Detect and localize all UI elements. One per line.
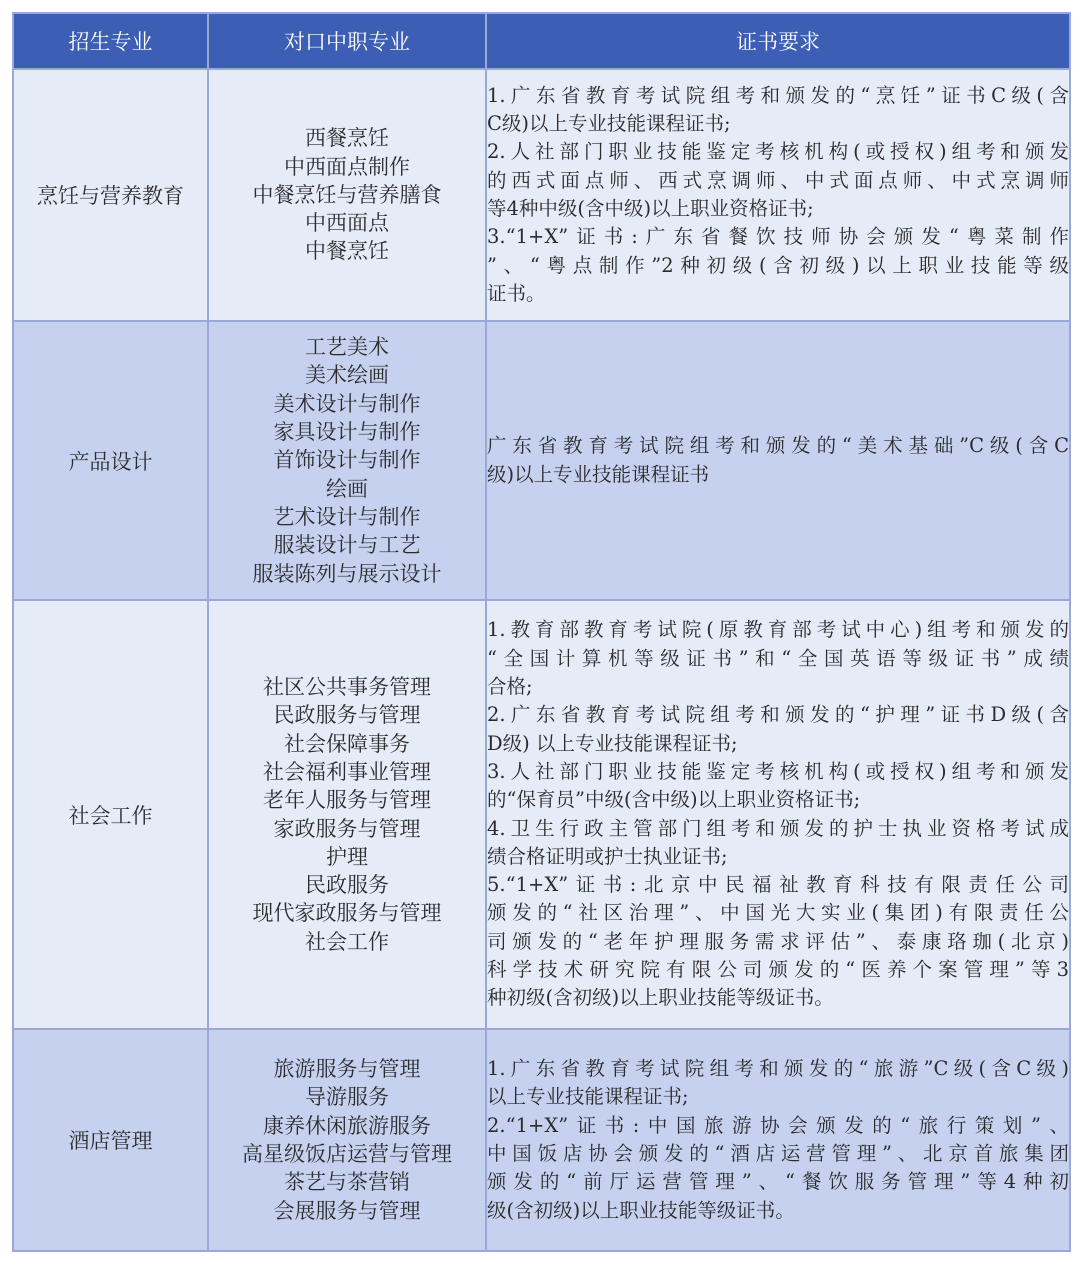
specialty-item: 美术绘画: [305, 363, 389, 388]
specialty-item: 美术设计与制作: [273, 391, 421, 416]
specialty-item: 民政服务与管理: [273, 703, 421, 728]
table-header-row: [13, 13, 1070, 69]
specialty-list: [208, 321, 486, 600]
specialty-item: 服装陈列与展示设计: [252, 561, 442, 586]
table-row: [13, 600, 1070, 1029]
specialty-list: [208, 600, 486, 1029]
specialty-item: 中西面点制作: [284, 154, 410, 179]
requirement-line: 2.“1+X”证书:中国旅游协会颁发的“旅行策划”、: [487, 1113, 1069, 1137]
requirement-line: 种初级(含初级)以上职业技能等级证书。: [487, 986, 834, 1010]
specialty-item: 导游服务: [305, 1085, 389, 1110]
admission-table: [12, 12, 1071, 1252]
requirement-line: 的“保育员”中级(含中级)以上职业资格证书;: [487, 788, 861, 812]
table-row: [13, 321, 1070, 600]
requirement-line: 4.卫生行政主管部门组考和颁发的护士执业资格考试成: [487, 816, 1069, 840]
certificate-requirements: [486, 600, 1070, 1029]
requirement-line: 司颁发的“老年护理服务需求评估”、泰康珞珈(北京): [487, 929, 1069, 953]
specialty-item: 社会工作: [305, 929, 389, 954]
requirement-line: D级) 以上专业技能课程证书;: [487, 731, 738, 755]
requirement-line: 1.广东省教育考试院组考和颁发的“旅游”C级(含C级): [487, 1057, 1069, 1081]
requirement-line: 科学技术研究院有限公司颁发的“医养个案管理”等3: [487, 957, 1069, 981]
specialty-item: 旅游服务与管理: [273, 1057, 421, 1082]
table-row: [13, 1029, 1070, 1251]
specialty-item: 现代家政服务与管理: [252, 901, 442, 926]
specialty-item: 家政服务与管理: [273, 816, 421, 841]
specialty-item: 民政服务: [305, 873, 389, 898]
requirement-line: 合格;: [487, 675, 533, 699]
requirement-line: 2.广东省教育考试院组考和颁发的“护理”证书D级(含: [487, 703, 1069, 727]
specialty-item: 中餐烹饪与营养膳食: [252, 182, 442, 207]
specialty-item: 西餐烹饪: [305, 126, 389, 151]
requirement-line: 3.人社部门职业技能鉴定考核机构(或授权)组考和颁发: [487, 759, 1069, 783]
specialty-item: 老年人服务与管理: [263, 788, 431, 813]
major-name: 产品设计: [13, 321, 208, 600]
requirement-line: 以上专业技能课程证书;: [487, 1085, 689, 1109]
specialty-item: 康养休闲旅游服务: [263, 1113, 431, 1138]
requirement-line: 级(含初级)以上职业技能等级证书。: [487, 1198, 795, 1222]
requirement-line: 级)以上专业技能课程证书: [487, 462, 710, 486]
requirement-line: 颁发的“前厅运营管理”、“餐饮服务管理”等4种初: [487, 1170, 1069, 1194]
requirement-line: 绩合格证明或护士执业证书;: [487, 844, 728, 868]
requirement-line: 1.广东省教育考试院组考和颁发的“烹饪”证书C级(含: [487, 83, 1069, 107]
header-major: 招生专业: [13, 13, 208, 69]
requirement-line: 等4种中级(含中级)以上职业资格证书;: [487, 197, 814, 220]
requirement-line: 2.人社部门职业技能鉴定考核机构(或授权)组考和颁发: [487, 140, 1069, 164]
specialty-list: [208, 1029, 486, 1251]
specialty-item: 社会福利事业管理: [263, 759, 431, 784]
requirement-line: “全国计算机等级证书”和“全国英语等级证书”成绩: [487, 646, 1069, 670]
requirement-line: 中国饭店协会颁发的“酒店运营管理”、北京首旅集团: [487, 1142, 1069, 1165]
requirement-line: 3.“1+X”证书:广东省餐饮技师协会颁发“粤菜制作: [487, 225, 1069, 249]
specialty-item: 中餐烹饪: [305, 239, 389, 264]
certificate-requirements: [486, 321, 1070, 600]
header-requirements: 证书要求: [486, 13, 1070, 69]
requirement-line: 证书。: [487, 281, 546, 305]
requirement-line: ”、“粤点制作”2种初级(含初级)以上职业技能等级: [487, 253, 1069, 277]
major-name: 酒店管理: [13, 1029, 208, 1251]
specialty-item: 艺术设计与制作: [273, 504, 421, 529]
requirement-line: 的西式面点师、西式烹调师、中式面点师、中式烹调师: [487, 168, 1069, 192]
specialty-item: 社区公共事务管理: [263, 675, 431, 700]
specialty-item: 会展服务与管理: [273, 1198, 421, 1223]
certificate-requirements: [486, 69, 1070, 321]
specialty-item: 服装设计与工艺: [273, 533, 421, 558]
specialty-item: 茶艺与茶营销: [284, 1170, 410, 1195]
requirement-line: 5.“1+X”证书:北京中民福祉教育科技有限责任公司: [487, 873, 1069, 897]
specialty-item: 中西面点: [305, 211, 389, 236]
specialty-item: 社会保障事务: [284, 731, 410, 756]
specialty-item: 绘画: [326, 476, 368, 501]
specialty-item: 首饰设计与制作: [273, 448, 421, 473]
requirement-line: 1.教育部教育考试院(原教育部考试中心)组考和颁发的: [487, 618, 1069, 642]
specialty-list: [208, 69, 486, 321]
certificate-requirements: [486, 1029, 1070, 1251]
specialty-item: 护理: [326, 844, 368, 869]
specialty-item: 家具设计与制作: [273, 420, 421, 445]
requirement-line: C级)以上专业技能课程证书;: [487, 112, 731, 136]
specialty-item: 高星级饭店运营与管理: [242, 1142, 452, 1166]
table-row: [13, 69, 1070, 321]
header-specs: 对口中职专业: [208, 13, 486, 69]
requirement-line: 颁发的“社区治理”、中国光大实业(集团)有限责任公: [487, 901, 1069, 925]
requirement-line: 广东省教育考试院组考和颁发的“美术基础”C级(含C: [487, 434, 1069, 458]
major-name: 社会工作: [13, 600, 208, 1029]
major-name: 烹饪与营养教育: [13, 69, 208, 321]
specialty-item: 工艺美术: [305, 335, 389, 360]
